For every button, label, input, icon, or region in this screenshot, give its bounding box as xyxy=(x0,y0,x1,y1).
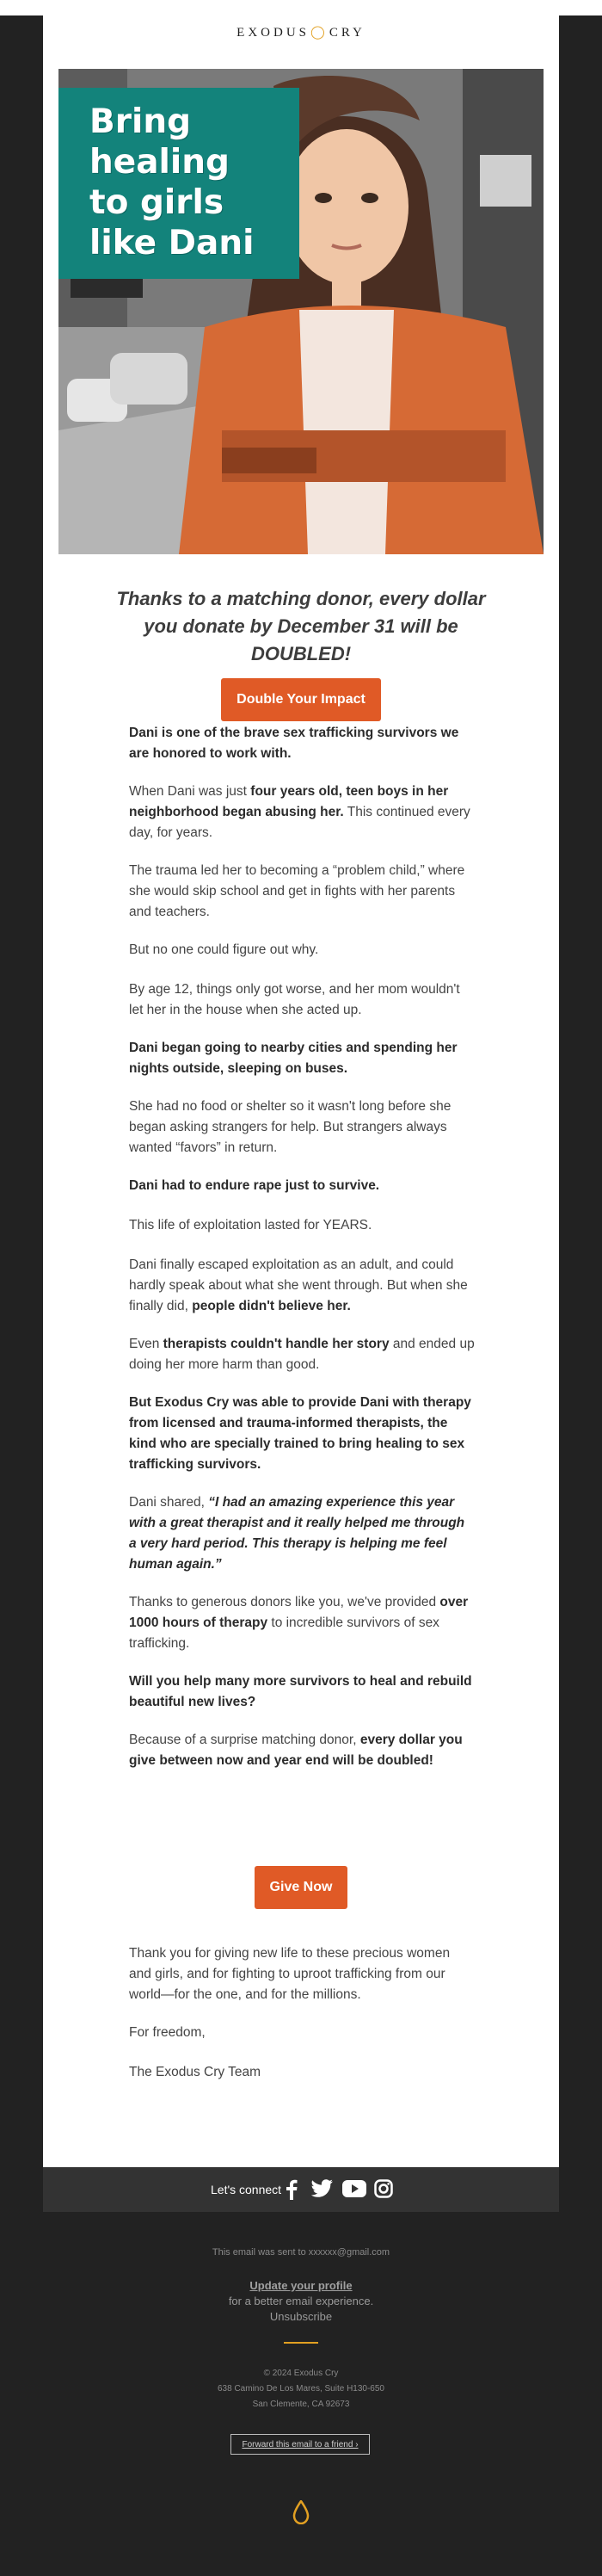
social-label: Let's connect xyxy=(211,2183,282,2196)
address-line-2: San Clemente, CA 92673 xyxy=(252,2400,350,2409)
email-card xyxy=(43,15,559,2167)
story-paragraph-7: She had no food or shelter so it wasn't long before she began asking strangers for help. But strangers always wanted “favors” in return. xyxy=(129,1099,452,1155)
instagram-icon[interactable] xyxy=(374,2179,393,2198)
story-text: Dani is one of the brave sex trafficking survivors we are honored to work with. xyxy=(129,726,459,761)
story-paragraph-8 xyxy=(129,1176,475,1196)
story-text: to incredible survivors of sex trafficking. xyxy=(129,1615,439,1651)
youtube-icon[interactable] xyxy=(342,2179,366,2198)
story-text: Because of a surprise matching donor, xyxy=(129,1733,360,1747)
story-paragraph-14 xyxy=(129,1592,475,1654)
story-paragraph-11 xyxy=(129,1334,475,1375)
sign-off: For freedom, xyxy=(129,2025,206,2040)
facebook-icon[interactable] xyxy=(286,2179,298,2200)
story-text: Dani finally escaped exploitation as an adult, and could hardly speak about what she went through. But when she finally did, xyxy=(129,1257,468,1313)
give-now-button[interactable]: Give Now xyxy=(255,1866,347,1909)
story-text: Thanks to generous donors like you, we've provided xyxy=(129,1595,440,1609)
forward-email-button[interactable]: Forward this email to a friend › xyxy=(230,2434,370,2455)
story-bold: Will you help many more survivors to heal and rebuild beautiful new lives? xyxy=(129,1674,472,1709)
story-paragraph-1 xyxy=(129,723,475,764)
social-bar xyxy=(43,2167,559,2212)
update-profile-link[interactable]: Update your profile xyxy=(249,2279,353,2292)
story-bold: But Exodus Cry was able to provide Dani with therapy from licensed and trauma-informed therapists, the kind who are specially trained to bring healing to sex trafficking survivors. xyxy=(129,1395,471,1472)
top-strip xyxy=(0,0,602,15)
story-bold: over 1000 hours of therapy xyxy=(129,1595,469,1630)
story-paragraph-5: By age 12, things only got worse, and her mom wouldn't let her in the house when she acted up. xyxy=(129,982,460,1017)
logo-text-right: CRY xyxy=(329,26,366,40)
story-bold: therapists couldn't handle her story xyxy=(163,1337,390,1351)
story-paragraph-12 xyxy=(129,1393,475,1475)
brand-logo[interactable] xyxy=(43,24,559,40)
drop-logo-icon xyxy=(292,2500,310,2524)
story-paragraph-4: But no one could figure out why. xyxy=(129,942,319,957)
story-paragraph-15 xyxy=(129,1671,475,1713)
story-bold: Dani began going to nearby cities and spending her nights outside, sleeping on buses. xyxy=(129,1041,458,1076)
story-paragraph-6 xyxy=(129,1038,475,1079)
story-paragraph-17: Thank you for giving new life to these precious women and girls, and for fighting to uproot trafficking from our world—for the one, and for the millions. xyxy=(129,1946,451,2002)
story-paragraph-13 xyxy=(129,1492,475,1575)
story-paragraph-3: The trauma led her to becoming a “problem child,” where she would skip school and get in fights with her parents and teachers. xyxy=(129,863,465,919)
story-bold: every dollar you give between now and year end will be doubled! xyxy=(129,1733,463,1768)
hero-title: Bring healing to girls like Dani xyxy=(89,102,255,263)
story-paragraph-16 xyxy=(129,1730,475,1771)
copyright-text: © 2024 Exodus Cry xyxy=(263,2369,339,2378)
footer-divider xyxy=(284,2342,318,2344)
signature: The Exodus Cry Team xyxy=(129,2065,261,2079)
intro-heading: Thanks to a matching donor, every dollar you donate by December 31 will be DOUBLED! xyxy=(116,588,486,664)
story-bold: people didn't believe her. xyxy=(192,1299,351,1313)
unsubscribe-link[interactable]: Unsubscribe xyxy=(269,2310,333,2323)
story-text: Even xyxy=(129,1337,163,1351)
story-text: and ended up doing her more harm than good. xyxy=(129,1337,475,1372)
story-text: When Dani was just xyxy=(129,784,251,799)
double-impact-button[interactable]: Double Your Impact xyxy=(221,678,381,721)
story-bold: four years old, teen boys in her neighborhood began abusing her. xyxy=(129,784,449,819)
address-line-1: 638 Camino De Los Mares, Suite H130-650 xyxy=(218,2384,384,2394)
story-paragraph-2 xyxy=(129,781,475,843)
hero-image[interactable] xyxy=(58,69,544,554)
twitter-icon[interactable] xyxy=(311,2179,334,2198)
story-text: Dani shared, xyxy=(129,1495,209,1510)
story-paragraph-10 xyxy=(129,1255,475,1317)
story-paragraph-9: This life of exploitation lasted for YEARS. xyxy=(129,1218,372,1232)
logo-text-left: EXODUS xyxy=(236,26,310,40)
story-text: This continued every day, for years. xyxy=(129,805,470,840)
story-quote: “I had an amazing experience this year with a great therapist and it really helped me through a very hard period. This therapy is helping me feel human again.” xyxy=(129,1495,465,1572)
drop-logo-icon: ◯ xyxy=(310,26,329,40)
sent-to-text: This email was sent to xxxxxx@gmail.com xyxy=(212,2247,390,2258)
story-bold: Dani had to endure rape just to survive. xyxy=(129,1178,380,1193)
update-profile-suffix: for a better email experience. xyxy=(228,2295,374,2307)
